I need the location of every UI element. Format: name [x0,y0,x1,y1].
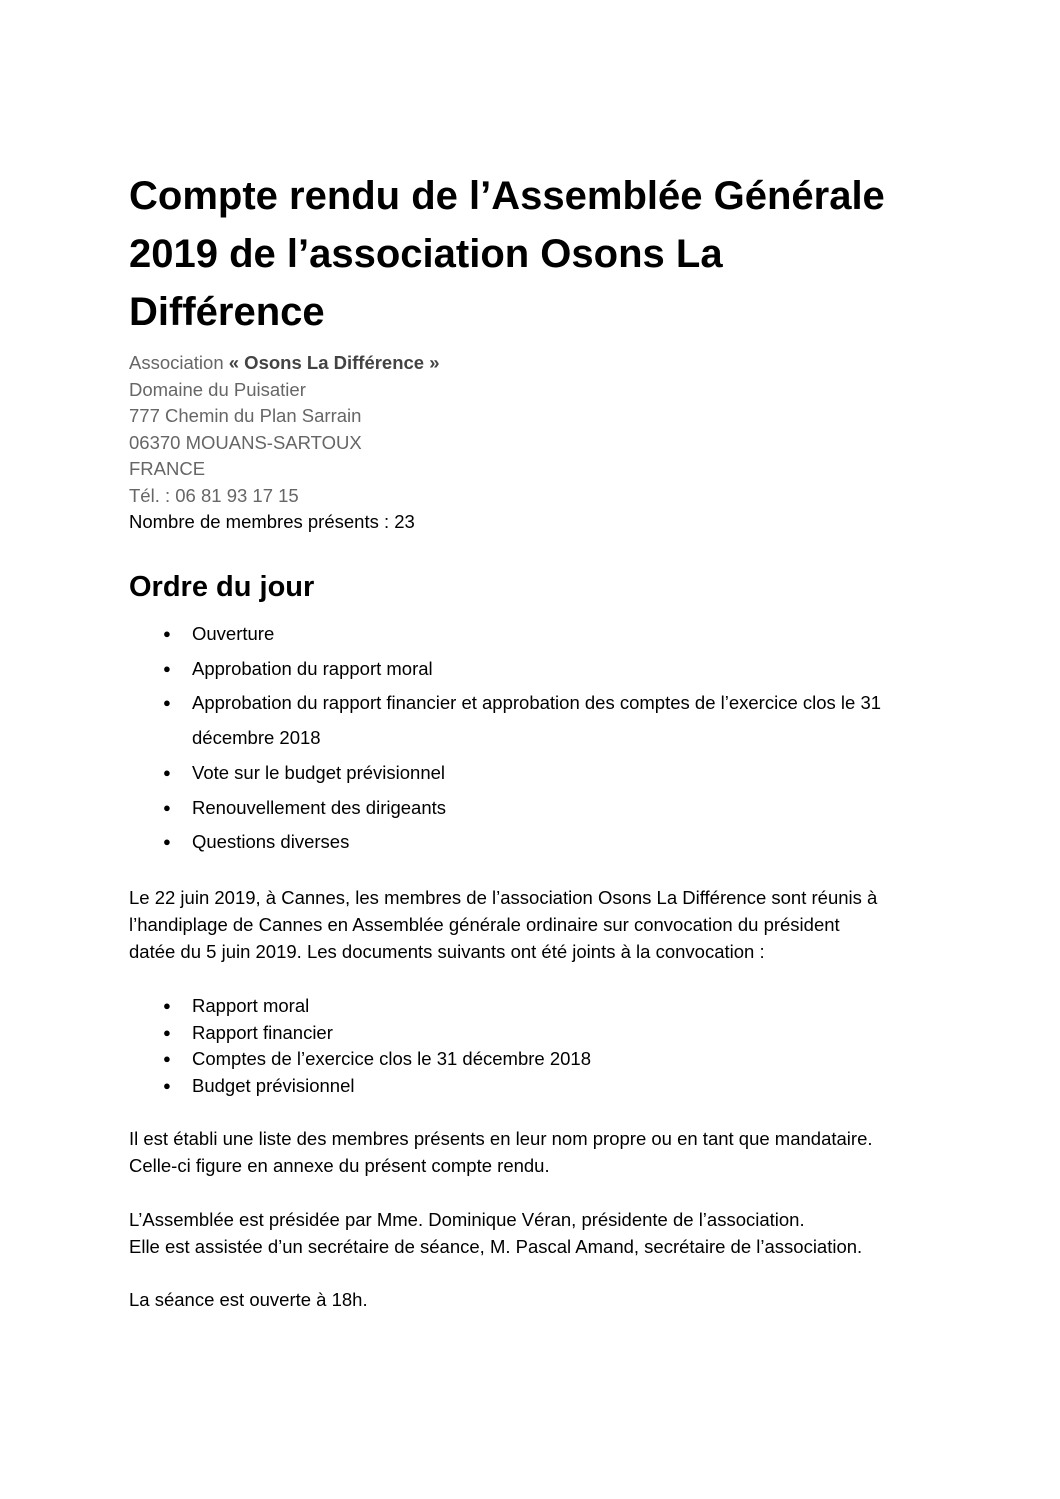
association-name: « Osons La Différence » [228,352,440,373]
agenda-item [129,825,949,860]
paragraph-line: Celle-ci figure en annexe du présent compte rendu. [129,1154,550,1176]
bullet-icon: ● [163,660,171,676]
meeting-paragraph [129,885,959,965]
attendance-paragraph [129,1126,959,1180]
agenda-item-continuation [129,721,949,756]
presidency-paragraph [129,1207,959,1261]
paragraph-line: l’handiplage de Cannes en Assemblée générale ordinaire sur convocation du président [129,913,840,935]
paragraph-line: L’Assemblée est présidée par Mme. Dominique Véran, présidente de l’association. [129,1209,805,1230]
agenda-item-text: Approbation du rapport moral [192,657,433,679]
agenda-item-text: Ouverture [192,623,275,644]
paragraph-line: datée du 5 juin 2019. Les documents suivants ont été joints à la convocation : [129,940,765,962]
document-item-text: Rapport moral [192,995,310,1016]
paragraph-line: Le 22 juin 2019, à Cannes, les membres de l’association Osons La Différence sont réunis à [129,887,878,908]
agenda-item-text: Approbation du rapport financier et approbation des comptes de l’exercice clos le 31 [192,692,882,714]
agenda-item-text: Renouvellement des dirigeants [192,796,447,818]
association-name-line [129,350,440,377]
agenda-item-text: Vote sur le budget prévisionnel [192,761,446,783]
address-line: 777 Chemin du Plan Sarrain [129,405,362,426]
title-line: Compte rendu de l’Assemblée Générale [129,174,885,218]
document-title [129,167,949,341]
paragraph-line: La séance est ouverte à 18h. [129,1289,368,1310]
document-item [129,1046,949,1073]
agenda-item [129,652,949,687]
bullet-icon: ● [163,998,171,1013]
agenda-list [129,617,949,860]
document-item [129,993,949,1020]
document-item [129,1020,949,1047]
bullet-icon: ● [163,695,171,711]
bullet-icon: ● [163,799,171,815]
bullet-icon: ● [163,1024,171,1040]
address-line: FRANCE [129,458,206,479]
document-item-text: Rapport financier [192,1021,333,1043]
bullet-icon: ● [163,764,171,780]
agenda-item [129,617,949,652]
association-address [129,350,440,536]
agenda-item [129,791,949,826]
agenda-item-text: Questions diverses [192,831,350,853]
bullet-icon: ● [163,626,171,641]
bullet-icon: ● [163,1051,171,1067]
document-item [129,1073,949,1100]
bullet-icon: ● [163,834,171,850]
title-line: Différence [129,290,325,334]
paragraph-line: Elle est assistée d’un secrétaire de séance, M. Pascal Amand, secrétaire de l’association. [129,1235,863,1257]
phone-line: Tél. : 06 81 93 17 15 [129,484,299,506]
bullet-icon: ● [163,1078,171,1094]
members-present: Nombre de membres présents : 23 [129,511,415,532]
agenda-item [129,686,949,721]
paragraph-line: Il est établi une liste des membres présents en leur nom propre ou en tant que mandataire. [129,1128,873,1149]
document-item-text: Budget prévisionnel [192,1075,355,1097]
agenda-heading: Ordre du jour [129,571,315,603]
agenda-item-text: décembre 2018 [192,727,321,749]
document-item-text: Comptes de l’exercice clos le 31 décembre 2018 [192,1048,591,1070]
opening-sentence [129,1287,959,1314]
title-line: 2019 de l’association Osons La [129,232,723,276]
address-line: 06370 MOUANS-SARTOUX [129,431,362,453]
agenda-item [129,756,949,791]
documents-list [129,993,949,1100]
association-prefix: Association [129,352,229,373]
address-line: Domaine du Puisatier [129,378,306,400]
